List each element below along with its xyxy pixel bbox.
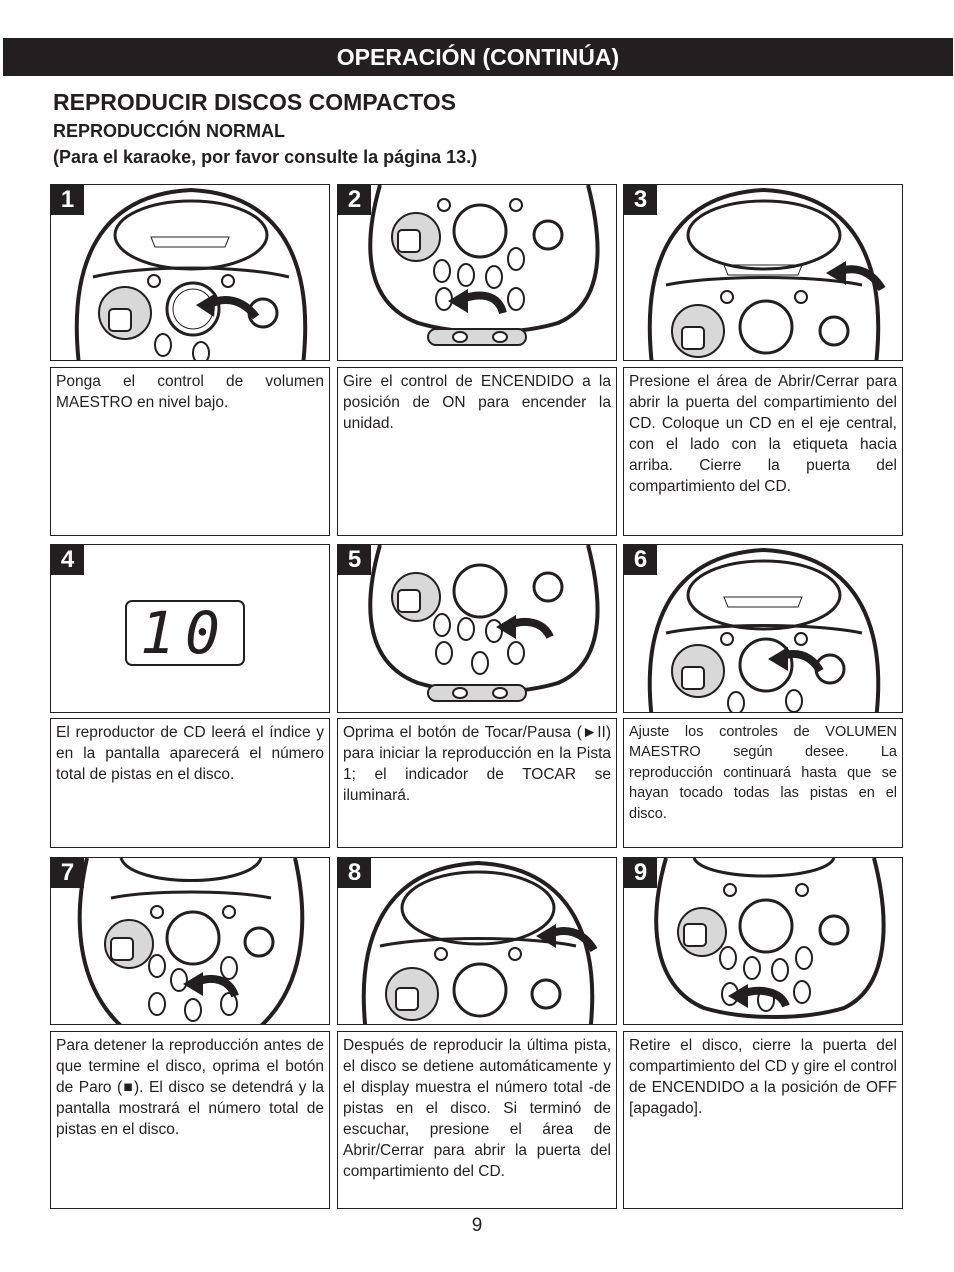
step-5-number: 5 <box>338 545 371 575</box>
step-5-text <box>337 718 617 848</box>
step-1-description: Ponga el control de volumen MAESTRO en nivel bajo. <box>56 373 324 411</box>
step-3-illustration <box>623 184 903 361</box>
step-1-number: 1 <box>51 185 84 215</box>
step-1-illustration <box>50 184 330 361</box>
step-5-description: Oprima el botón de Tocar/Pausa (►II) para iniciar la reproducción en la Pista 1; el indicador de TOCAR se iluminará. <box>343 724 611 804</box>
step-8-illustration <box>337 857 617 1025</box>
display-readout: 10 <box>140 599 230 667</box>
step-2-illustration <box>337 184 617 361</box>
step-3-number: 3 <box>624 185 657 215</box>
step-9-description: Retire el disco, cierre la puerta del compartimiento del CD y gire el control de ENCENDIDO a la posición de OFF [apagado]. <box>629 1037 897 1117</box>
step-7-illustration <box>50 857 330 1025</box>
step-4-description: El reproductor de CD leerá el índice y en la pantalla aparecerá el número total de pistas en el disco. <box>56 724 324 783</box>
step-5-illustration <box>337 544 617 713</box>
step-6-description: Ajuste los controles de VOLUMEN MAESTRO según desee. La reproducción continuará hasta que se hayan tocado todas las pistas en el disco. <box>629 724 897 822</box>
step-9-text <box>623 1031 903 1209</box>
step-4-text <box>50 718 330 848</box>
section-subtitle: REPRODUCCIÓN NORMAL <box>53 121 285 141</box>
step-6-number: 6 <box>624 545 657 575</box>
step-4-number: 4 <box>51 545 84 575</box>
step-7-description: Para detener la reproducción antes de que termine el disco, oprima el botón de Paro (■). El disco se detendrá y la pantalla mostrará el número total de pistas en el disco. <box>56 1037 324 1138</box>
step-2-description: Gire el control de ENCENDIDO a la posición de ON para encender la unidad. <box>343 373 611 432</box>
step-9-illustration <box>623 857 903 1025</box>
step-8-number: 8 <box>338 858 371 888</box>
header-bar <box>3 38 953 76</box>
step-7-text <box>50 1031 330 1209</box>
step-8-description: Después de reproducir la última pista, el disco se detiene automáticamente y el display muestra el número total -de pistas en el disco. Si terminó de escuchar, presione el área de Abrir/Cerrar para abrir la puerta del compartimiento del CD. <box>343 1037 611 1180</box>
step-1-text <box>50 367 330 536</box>
section-title: REPRODUCIR DISCOS COMPACTOS <box>53 89 456 115</box>
karaoke-note: (Para el karaoke, por favor consulte la página 13.) <box>53 147 478 167</box>
step-9-number: 9 <box>624 858 657 888</box>
step-4-illustration <box>50 544 330 713</box>
step-2-number: 2 <box>338 185 371 215</box>
step-8-text <box>337 1031 617 1209</box>
step-2-text <box>337 367 617 536</box>
page-number: 9 <box>471 1215 483 1236</box>
step-3-description: Presione el área de Abrir/Cerrar para abrir la puerta del compartimiento del CD. Coloque un CD en el eje central, con el lado con la etiqueta hacia arriba. Cierre la puerta del compartimiento del CD. <box>629 373 897 495</box>
step-6-illustration <box>623 544 903 713</box>
step-6-text <box>623 718 903 848</box>
step-3-text <box>623 367 903 536</box>
header-title: OPERACIÓN (CONTINÚA) <box>336 43 620 70</box>
step-7-number: 7 <box>51 858 84 888</box>
